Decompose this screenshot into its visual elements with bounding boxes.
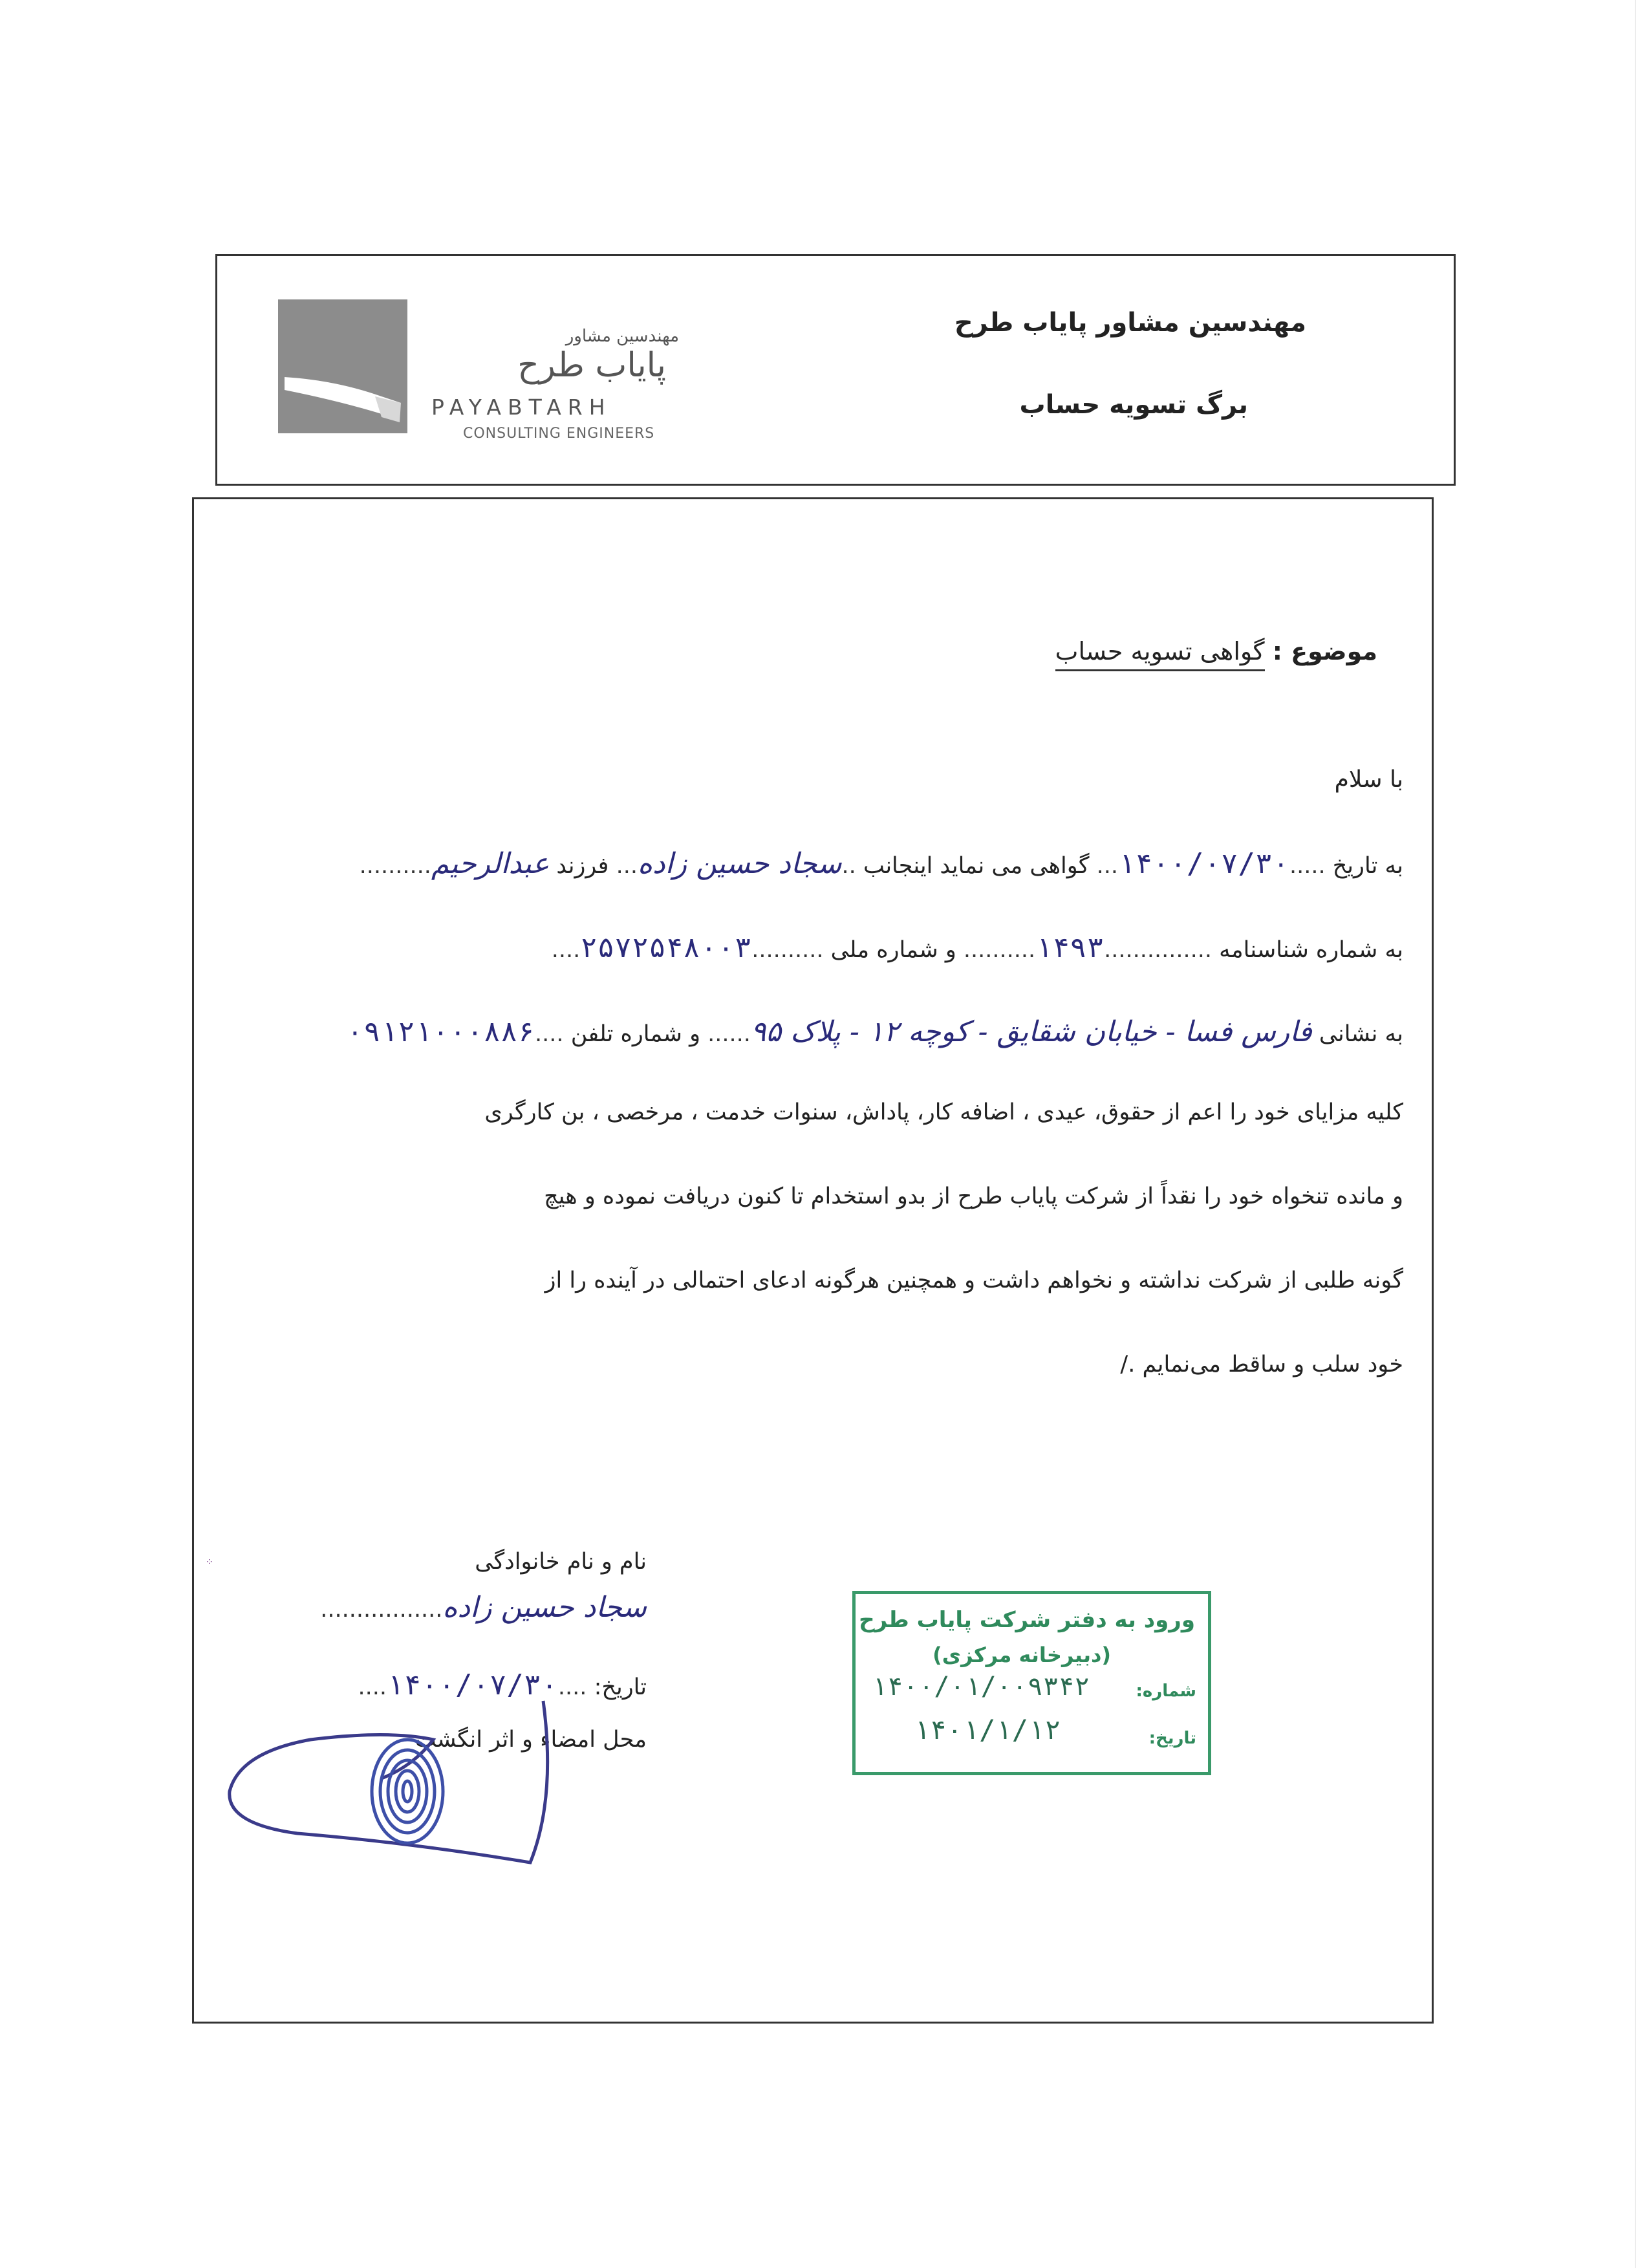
phone-field[interactable]: ۰۹۱۲۱۰۰۰۸۸۶	[346, 1015, 535, 1048]
signer-date-field[interactable]: ۱۴۰۰/۰۷/۳۰	[387, 1669, 558, 1701]
date-prefix: به تاریخ	[1332, 853, 1403, 879]
company-title: مهندسین مشاور پایاب طرح	[954, 308, 1306, 338]
certify-text: گواهی می نماید اینجانب	[863, 853, 1090, 879]
body-paragraph-line-3: گونه طلبی از شرکت نداشته و نخواهم داشت و همچنین هرگونه ادعای احتمالی در آینده را از	[544, 1268, 1403, 1293]
signer-name-field[interactable]: سجاد حسین زاده	[442, 1591, 647, 1624]
scan-edge-line	[1635, 0, 1636, 2268]
stamp-title: ورود به دفتر شرکت پایاب طرح	[859, 1607, 1195, 1633]
employee-name-field[interactable]: سجاد حسین زاده	[637, 847, 842, 880]
national-id-field[interactable]: ۲۵۷۲۵۴۸۰۰۳	[580, 931, 752, 964]
stamp-number-label: شماره:	[1136, 1681, 1196, 1701]
signer-name-line: سجاد حسین زاده.................	[320, 1591, 647, 1624]
signer-date-label: تاریخ:	[594, 1674, 647, 1700]
subject-label: موضوع :	[1272, 637, 1377, 665]
national-id-label: و شماره ملی	[830, 937, 956, 963]
stamp-date-value: ۱۴۰۱/۱/۱۲	[914, 1714, 1061, 1745]
id-no-label: به شماره شناسنامه	[1219, 937, 1403, 963]
id-line: به شماره شناسنامه ...............۱۴۹۳.......... و شماره ملی ..........۲۵۷۲۵۴۸۰۰۳....	[551, 931, 1403, 964]
registry-stamp	[852, 1591, 1211, 1775]
body-paragraph-line-2: و مانده تنخواه خود را نقداً از شرکت پایاب طرح از بدو استخدام تا کنون دریافت نموده و هیچ	[544, 1183, 1403, 1209]
logo-persian-subtitle: مهندسین مشاور	[565, 327, 679, 346]
father-name-field[interactable]: عبدالرحیم	[431, 847, 550, 880]
stamp-number-value: ۱۴۰۰/۰۱/۰۰۹۳۴۲	[872, 1672, 1090, 1701]
cert-date-field[interactable]: ۱۴۰۰/۰۷/۳۰	[1118, 847, 1289, 880]
id-no-field[interactable]: ۱۴۹۳	[1035, 931, 1105, 964]
phone-label: و شماره تلفن	[570, 1021, 700, 1047]
subject-line	[1055, 637, 1377, 665]
body-paragraph-line-4: خود سلب و ساقط می‌نمایم ./	[1120, 1352, 1403, 1377]
signer-date-line: تاریخ: ....۱۴۰۰/۰۷/۳۰....	[358, 1669, 647, 1701]
logo-english-name: PAYABTARH	[431, 394, 612, 420]
greeting: با سلام	[1334, 766, 1403, 793]
stamp-subtitle: (دبیرخانه مرکزی)	[932, 1643, 1111, 1667]
address-line: به نشانی فارس فسا - خیابان شقایق - کوچه ۱۲ - پلاک ۹۵...... و شماره تلفن ....۰۹۱۲۱۰۰۰۸۸۶	[346, 1015, 1403, 1048]
address-field[interactable]: فارس فسا - خیابان شقایق - کوچه ۱۲ - پلاک ۹۵	[750, 1015, 1312, 1048]
date-name-line: به تاریخ .....۱۴۰۰/۰۷/۳۰... گواهی می نماید اینجانب ..سجاد حسین زاده... فرزند عبدالرحیم..........	[359, 847, 1403, 880]
address-label: به نشانی	[1319, 1021, 1403, 1047]
logo-english-subtitle: CONSULTING ENGINEERS	[463, 426, 655, 442]
signer-name-label: نام و نام خانوادگی	[475, 1549, 647, 1575]
form-title: برگ تسویه حساب	[1019, 390, 1248, 420]
body-paragraph-line-1: کلیه مزایای خود را اعم از حقوق، عیدی ، اضافه کار، پاداش، سنوات خدمت ، مرخصی ، بن کارگری	[484, 1099, 1403, 1125]
subject-value: گواهی تسویه حساب	[1055, 637, 1265, 671]
signature-place-label: محل امضاء و اثر انگشت	[415, 1727, 647, 1753]
logo-persian-name: پایاب طرح	[517, 346, 666, 385]
margin-mark: ⁘	[206, 1557, 213, 1568]
stamp-date-label: تاریخ:	[1148, 1729, 1196, 1748]
child-of-label: فرزند	[556, 853, 609, 879]
signature-fingerprint-icon	[220, 1694, 569, 1888]
payabtarh-logo-icon	[278, 299, 407, 433]
